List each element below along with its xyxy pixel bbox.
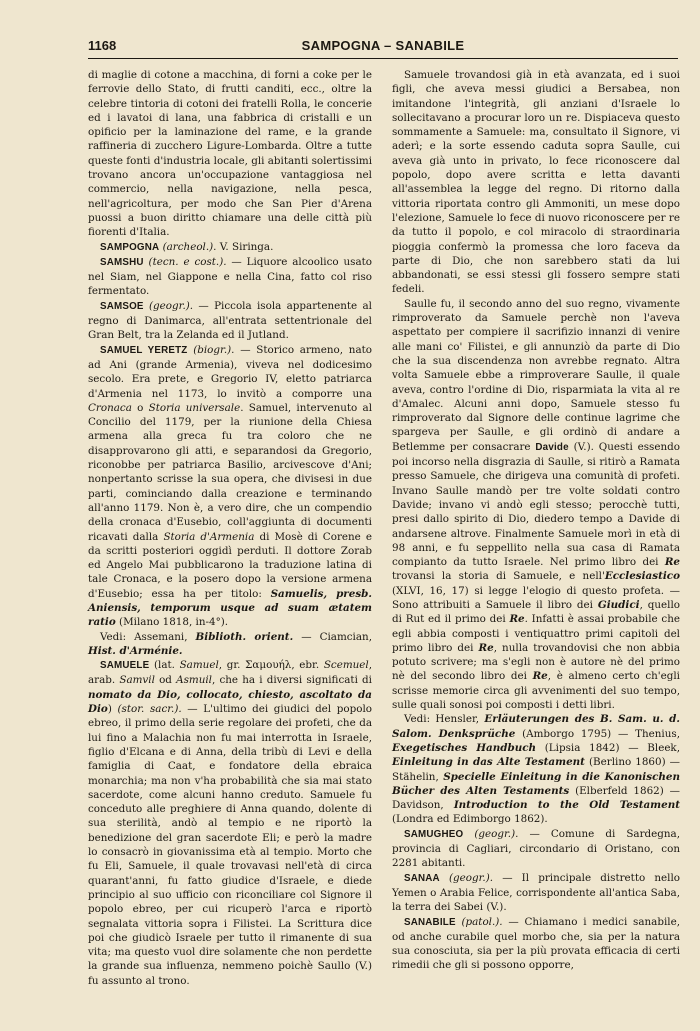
entry-text: — L'ultimo dei giudici del popolo ebreo, il primo della serie regolare dei profeti, che da lui fino a Malachia non fu mai interrotta in Israele, figlio d'Elcana e di Anna, della tribù di Levi e della famiglia di Caat, e fondatore della ebraica monarchia; ma non v'ha probabilità che sia mai stato sacerdote, come alcuni hanno creduto. Samuele fu conceduto alle preghiere di Anna quando, dolente di sua sterilità, andò al tempio e ne riportò la benedizione del gran sacerdote Eli; e però la madre lo consacrò in giovanissima età al tempio. Morto che fu Eli, Samuele, il quale trovavasi nell'età di circa quarant'anni, fu fatto giudice d'Israele, e diede principio al suo ufficio con riconciliare col Signore il popolo ebreo, per cui ricuperò l'arca e riportò segnalata vittoria sopra i Filistei. La Scrittura dice poi che giudicò Israele per tutto il rimanente di sua vita; ma questo vuol dire solamente che non perdette la grande sua influenza, nemmeno poichè Saullo (V.) fu assunto al trono. [88, 703, 372, 987]
right-column [392, 68, 680, 973]
italic-word: nomato da Dio, collocato, chiesto, ascoltato da Dio [88, 688, 372, 716]
italic-title: Hist. d'Arménie. [88, 644, 183, 657]
entry-text: — Piccola isola appartenente al regno di Danimarca, all'entrata settentrionale del Gran Belt, tra la Zelanda ed il Jutland. [88, 299, 372, 342]
entry-text: od [154, 674, 177, 687]
text-run: Saulle fu, il secondo anno del suo regno, vivamente rimproverato da Samuele perchè non l'aveva aspettato per compiere il sacrifizio innanzi di venire alle mani co' Filistei, e gli annunziò da parte di Dio che la sua discendenza non avrebbe regnato. Altra volta Samuele ebbe a rimproverare Saulle, il quale aveva, contro l'ordine di Dio, risparmiata la vita al re d'Amalec. Alcuni anni dopo, Samuele stesso fu rimproverato dal Signore delle continue lagrime che spargeva per Saulle, e gli ordinò di andare a Betlemme per consacrare [392, 297, 680, 453]
entry-label: (geogr.). [474, 827, 519, 840]
paragraph [392, 297, 680, 713]
headword: SAMUEL YERETZ [100, 344, 188, 356]
entry-text: — Comune di Sardegna, provincia di Cagliari, circondario di Oristano, con 2281 abitanti. [392, 827, 680, 870]
entry-samshu [88, 255, 372, 299]
vedi-text: Vedi: Hensler, [404, 713, 485, 726]
italic-word: Samuel [179, 659, 219, 672]
text-run: , quello di Rut ed il primo dei [392, 598, 681, 626]
headword: SAMUGHEO [404, 828, 464, 840]
entry-sanaa [392, 871, 680, 915]
book-title: Giudici [597, 598, 640, 611]
vedi-text: — Ciamcian, [293, 630, 372, 643]
running-title: SAMPOGNA – SANABILE [301, 38, 465, 53]
entry-text: , che ha i diversi significati di [212, 674, 372, 687]
entry-text: , gr. Σαμουήλ, ebr. [218, 659, 324, 672]
entry-label: (stor. sacr.). [117, 703, 182, 716]
text-run: (XLVI, 16, 17) si legge l'elogio di questo profeta. — Sono attribuiti a Samuele il libro dei [392, 584, 680, 611]
italic-title: Specielle Einleitung in die Kanonischen Bücher des Alten Testaments [392, 770, 680, 797]
page-header [88, 38, 678, 59]
italic-title: Cronaca [88, 401, 132, 414]
entry-text: di Mosè di Corene e da scritti posteriori oggidì perduti. Il dottore Zorab ed Angelo Mai pubblicarono la traduzione latina di tale Cronaca, e la posero dopo la versione armena d'Eusebio; essa ha per titolo: [88, 530, 372, 600]
entry-samugheo [392, 827, 680, 871]
text-run: (V.). Questi essendo poi incorso nella disgrazia di Saulle, si ritirò a Ramata presso Samuele, che dirigeva una comunità di profeti. Invano Saulle mandò per tre volte soldati contro Davide; invano vi andò egli stesso; perocchè tutti, presi dallo spirito di Dio, diedero tempo a Davide di andarsene altrove. Finalmente Samuele morì in età di 98 anni, e fu seppellito nella sua casa di Ramata compianto da tutto Israele. Nel primo libro dei [392, 440, 680, 569]
book-title: Re [478, 641, 494, 654]
headword: SAMSHU [100, 256, 144, 268]
italic-title: Samuelis, presb. Aniensis, temporum usque ad suam ætatem ratio [88, 587, 372, 629]
paragraph: Samuele trovandosi già in età avanzata, ed i suoi figli, che aveva messi giudici a Bersabea, non imitandone l'integrità, gli anziani d'Israele lo sollecitavano a procurar loro un re. Dispiaceva questo sommamente a Samuele: ma, consultato il Signore, vi aderì; e la sorte essendo caduta sopra Saulle, cui aveva già unto in privato, lo fece riconoscere dal popolo, dopo avere scritta e letta davanti all'assemblea la legge del regno. Di ritorno dalla vittoria riportata contro gli Ammoniti, un mese dopo l'elezione, Samuele lo fece di nuovo riconoscere per re da tutto il popolo, e col miracolo di straordinaria pioggia confermò la promessa che loro faceva da parte di Dio, che non sarebbero stati da lui abbandonati, se essi stessi gli fossero sempre stati fedeli. [392, 69, 680, 296]
text-run: , è almeno certo ch'egli scrisse memorie circa gli avvenimenti del suo tempo, sulle quali sonosi poi composti i detti libri. [392, 670, 680, 712]
entry-samuel-yeretz [88, 343, 372, 630]
book-title: Re [509, 613, 525, 626]
left-column [88, 68, 372, 988]
headword: SAMUELE [100, 660, 150, 672]
headword: SAMSOE [100, 300, 144, 312]
vedi-text: Vedi: Assemani, [100, 630, 196, 643]
text-run: . Infatti è assai probabile che egli abbia composti i ventiquattro primi capitoli del primo libro dei [392, 613, 680, 654]
cross-reference: Davide [535, 441, 569, 453]
entry-label: (geogr.). [149, 299, 194, 312]
entry-text: — Liquore alcoolico usato nel Siam, nel Giappone e nella Cina, fatto col riso fermentato. [88, 255, 372, 298]
entry-text: V. Siringa. [216, 240, 274, 253]
book-title: Re [532, 670, 548, 683]
page-number: 1168 [88, 38, 117, 53]
entry-text: (Milano 1818, in-4°). [115, 616, 229, 629]
italic-title: Storia d'Armenia [163, 530, 255, 543]
entry-text: (lat. [149, 659, 180, 672]
italic-title: Einleitung in das Alte Testament [392, 756, 585, 769]
entry-text: . Samuel, intervenuto al Concilio del 1179, per la riunione della Chiesa armena alla greca fu tra coloro che ne disapprovarono gli atti, e separandosi da Gregorio, riconobbe per patriarca Basilio, arcivescove d'Ani; nonpertanto scrisse la sua opera, che divisesi in due parti, cominciando dalla creazione e terminando all'anno 1179. Non è, a vero dire, che un compendio della cronaca d'Eusebio, coll'aggiunta di documenti ricavati dalla [88, 401, 373, 543]
vedi-text: (Berlino 1860) — Stähelin, [392, 756, 680, 783]
italic-title: Introduction to the Old Testament [453, 799, 681, 812]
vedi-text: (Lipsia 1842) — Bleek, [536, 741, 680, 754]
entry-text: o [131, 401, 149, 414]
italic-word: Scemuel [323, 659, 369, 672]
entry-label: (patol.). [461, 915, 503, 928]
entry-text: — Storico armeno, nato ad Ani (grande Armenia), viveva nel dodicesimo secolo. Era prete, e Gregorio IV, eletto patriarca d'Armenia nel 1173, lo invitò a comporre una [88, 343, 372, 400]
book-title: Re [664, 556, 680, 569]
vedi-text: (Amborgo 1795) — Thenius, [515, 727, 680, 740]
entry-label: (biogr.). [193, 343, 235, 356]
vedi-text: (Elberfeld 1862) — Davidson, [392, 784, 680, 812]
entry-text: , arab. [88, 659, 373, 687]
headword: SAMPOGNA [100, 241, 160, 253]
bibliography [392, 712, 680, 826]
entry-label: (geogr.). [449, 871, 494, 884]
entry-label: (archeol.). [162, 240, 217, 253]
entry-text: — Chiamano i medici sanabile, od anche curabile quel morbo che, sia per la natura sua conosciuta, sia per la più provata efficacia di certi rimedii che gli si possono opporre, [392, 915, 680, 972]
book-title: Ecclesiastico [604, 570, 680, 583]
bibliography [88, 630, 372, 659]
entry-sampogna [88, 240, 372, 255]
entry-samsoe [88, 299, 372, 343]
italic-title: Erläuterungen des B. Sam. u. d. Salom. Denksprüche [392, 713, 680, 740]
italic-word: Samvil [119, 674, 155, 687]
entry-text: ) [107, 703, 118, 716]
italic-title: Exegetisches Handbuch [392, 741, 537, 754]
headword: SANAA [404, 872, 440, 884]
italic-title: Storia universale [148, 401, 241, 414]
entry-samuele [88, 658, 372, 988]
entry-sanabile [392, 915, 680, 973]
headword: SANABILE [404, 916, 456, 928]
entry-label: (tecn. e cost.). [148, 255, 227, 268]
entry-text: — Il principale distretto nello Yemen o Arabia Felice, corrispondente all'antica Saba, la terra dei Sabei (V.). [392, 871, 680, 914]
text-run: , nulla trovandovisi che non abbia potuto scrivere; ma s'egli non è autore nè del primo nè del secondo libro dei [392, 641, 680, 683]
italic-word: Asmuil [176, 674, 212, 687]
italic-title: Biblioth. orient. [195, 630, 294, 643]
text-run: trovansi la storia di Samuele, e nell' [392, 570, 605, 583]
paragraph: di maglie di cotone a macchina, di forni a coke per le ferrovie dello Stato, di frutti canditi, ecc., oltre la celebre tintoria di cotoni dei fratelli Rolla, le concerie ed i lavatoi di lana, una fabbrica di cristalli e un opificio per la laminazione del rame, e la grande raffineria di zucchero Ligure-Lombarda. Oltre a tutte queste fonti d'industria locale, gli abitanti solertissimi trovano ancora un'occupazione vantaggiosa nel commercio, nella navigazione, nella pesca, nell'agricoltura, per modo che San Pier d'Arena puossi a buon diritto chiamare una delle città più fiorenti d'Italia. [88, 69, 372, 239]
vedi-text: (Londra ed Edimborgo 1862). [392, 813, 548, 826]
